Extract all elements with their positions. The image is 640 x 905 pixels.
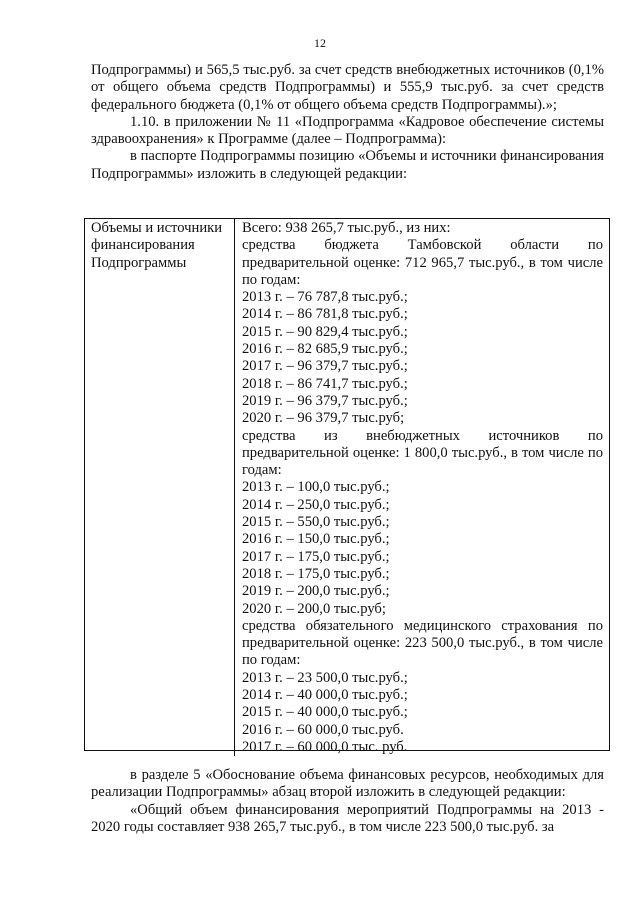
extrabudgetary-header: средства из внебюджетных источников по предварительной оценке: 1 800,0 тыс.руб., в том числе по годам: (242, 427, 603, 479)
extra-year-line: 2020 г. – 200,0 тыс.руб; (242, 600, 386, 617)
extra-year-line: 2015 г. – 550,0 тыс.руб.; (242, 514, 390, 531)
extra-year-line: 2016 г. – 150,0 тыс.руб.; (242, 531, 390, 548)
table-label: Объемы и источники финансирования Подпрограммы (91, 220, 223, 271)
table-value-cell (235, 219, 609, 756)
regional-year-line: 2017 г. – 96 379,7 тыс.руб.; (242, 358, 408, 375)
extra-year-line: 2017 г. – 175,0 тыс.руб.; (242, 548, 390, 565)
paragraph-section-5: в разделе 5 «Обоснование объема финансовых ресурсов, необходимых для реализации Подпрограммы» абзац второй изложить в следующей редакции: (91, 767, 604, 801)
paragraph-quote: «Общий объем финансирования мероприятий Подпрограммы на 2013 - 2020 годы составляет 938 265,7 тыс.руб., в том числе 223 500,0 тыс.руб. за (91, 801, 604, 835)
extra-year-line: 2013 г. – 100,0 тыс.руб.; (242, 479, 390, 496)
regional-year-line: 2018 г. – 86 741,7 тыс.руб.; (242, 375, 408, 392)
oms-year-line: 2014 г. – 40 000,0 тыс.руб.; (242, 687, 408, 704)
regional-year-line: 2014 г. – 86 781,8 тыс.руб.; (242, 306, 408, 323)
oms-year-line: 2017 г. – 60 000,0 тыс. руб. (242, 738, 408, 755)
regional-year-line: 2013 г. – 76 787,8 тыс.руб.; (242, 289, 408, 306)
intro-section (91, 62, 604, 183)
paragraph-item-1-10: 1.10. в приложении № 11 «Подпрограмма «Кадровое обеспечение системы здравоохранения» к Программе (далее – Подпрограмма): (91, 113, 604, 148)
paragraph-passport: в паспорте Подпрограммы позицию «Объемы и источники финансирования Подпрограммы» изложить в следующей редакции: (91, 148, 604, 182)
tail-section (91, 767, 604, 836)
extra-year-line: 2014 г. – 250,0 тыс.руб.; (242, 496, 390, 513)
page-number: 12 (314, 36, 326, 50)
regional-budget-header: средства бюджета Тамбовской области по предварительной оценке: 712 965,7 тыс.руб., в том числе по годам: (242, 237, 603, 288)
extra-year-line: 2019 г. – 200,0 тыс.руб.; (242, 583, 390, 600)
table-label-cell (85, 219, 235, 756)
oms-year-line: 2016 г. – 60 000,0 тыс.руб. (242, 721, 404, 738)
oms-header: средства обязательного медицинского страхования по предварительной оценке: 223 500,0 тыс.руб., в том числе по годам: (242, 617, 603, 669)
regional-year-line: 2016 г. – 82 685,9 тыс.руб.; (242, 341, 408, 358)
regional-year-line: 2019 г. – 96 379,7 тыс.руб.; (242, 392, 408, 409)
oms-year-line: 2015 г. – 40 000,0 тыс.руб.; (242, 704, 408, 721)
extra-year-line: 2018 г. – 175,0 тыс.руб.; (242, 565, 390, 582)
regional-year-line: 2015 г. – 90 829,4 тыс.руб.; (242, 323, 408, 340)
paragraph-continuation: Подпрограммы) и 565,5 тыс.руб. за счет средств внебюджетных источников (0,1% от общего объема средств Подпрограммы) и 555,9 тыс.руб. за счет средств федерального бюджета (0,1% от общего объема средств Подпрограммы).»; (91, 62, 604, 113)
regional-year-line: 2020 г. – 96 379,7 тыс.руб; (242, 410, 405, 427)
funding-table (84, 218, 610, 755)
total-line: Всего: 938 265,7 тыс.руб., из них: (242, 220, 451, 236)
oms-year-line: 2013 г. – 23 500,0 тыс.руб.; (242, 669, 408, 686)
